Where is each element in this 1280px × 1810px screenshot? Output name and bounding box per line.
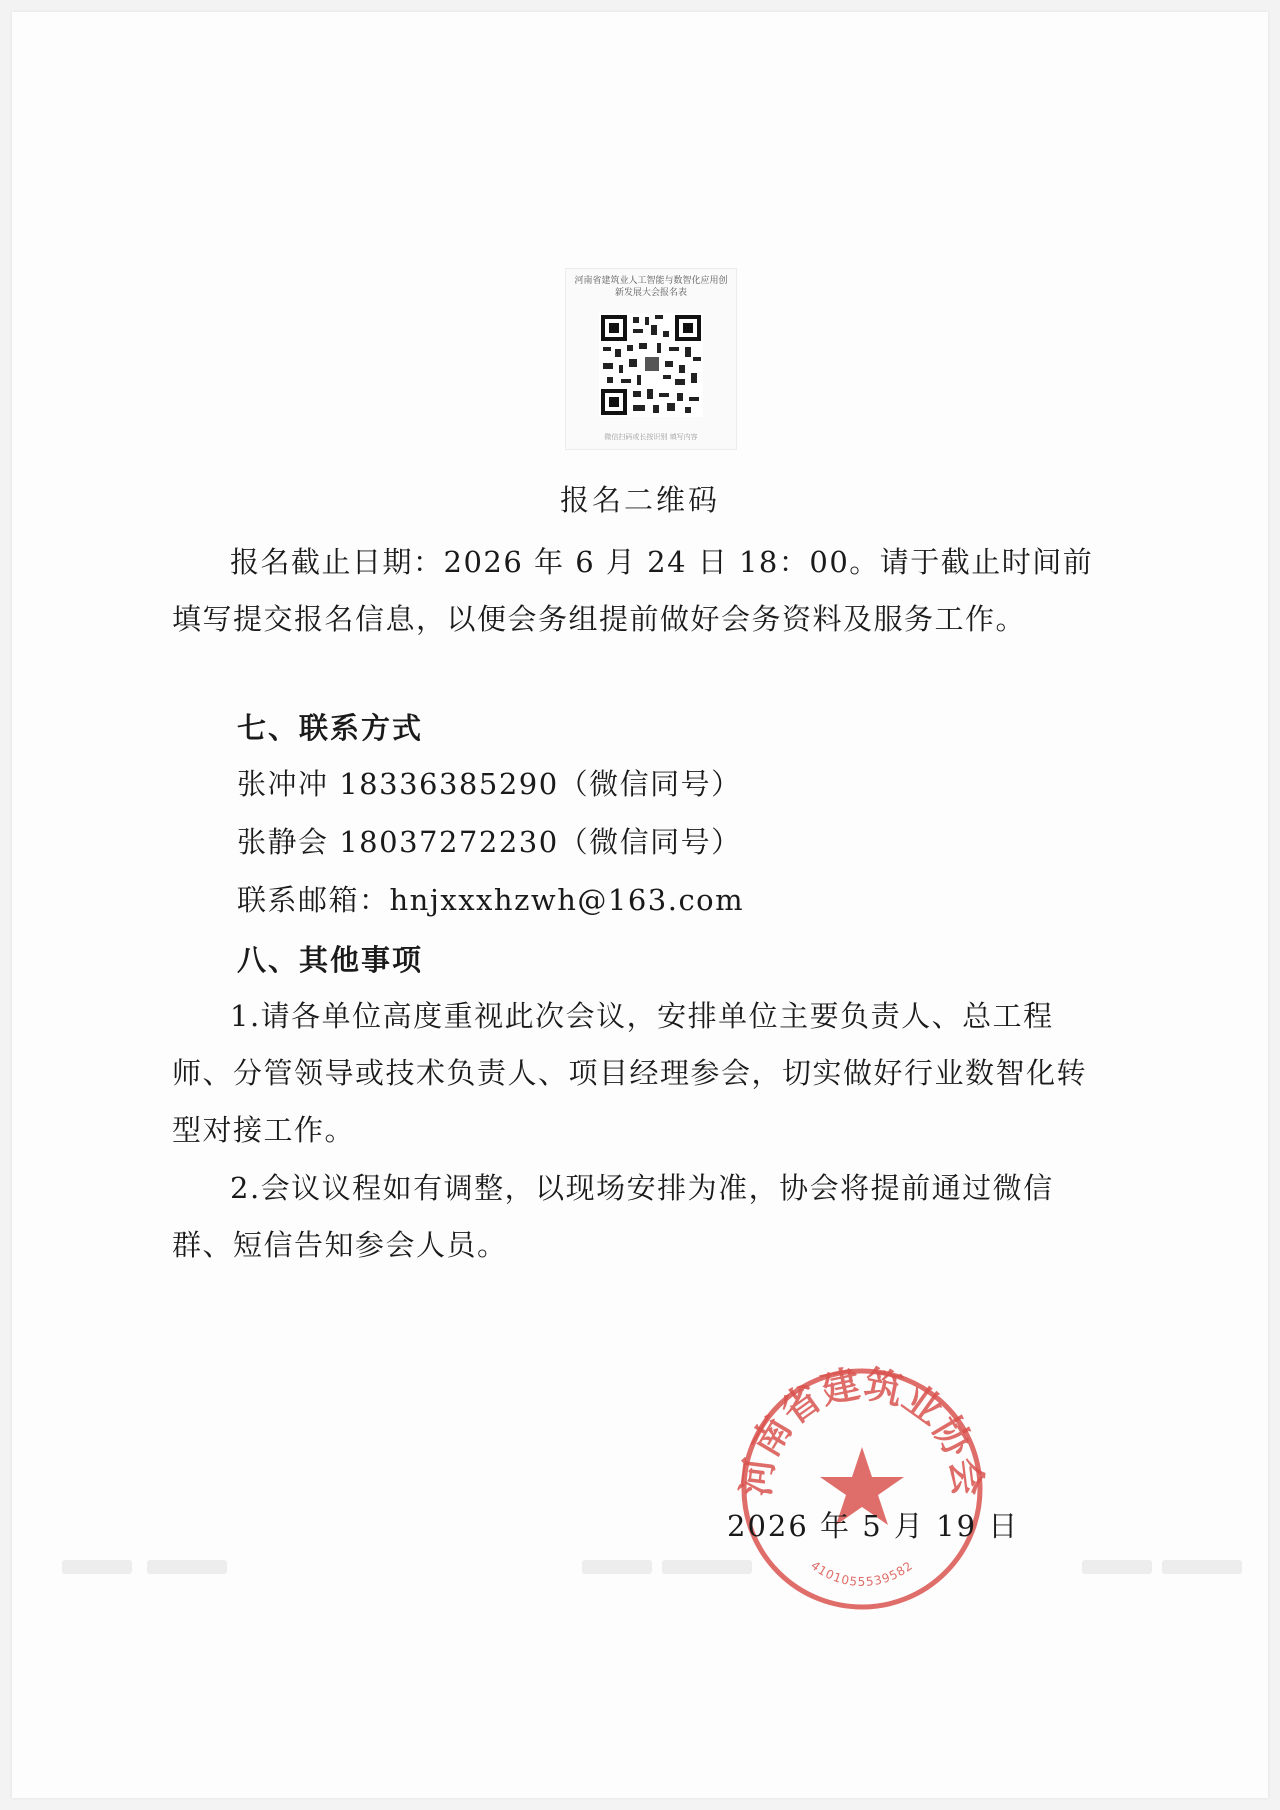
seal-text: 河南省建筑业协会 <box>733 1361 991 1499</box>
qr-title-line2: 新发展大会报名表 <box>614 288 687 298</box>
section-7-heading: 七、联系方式 <box>237 711 424 745</box>
contact-person-2: 张静会 18037272230（微信同号） <box>237 825 742 859</box>
other-item-2: 2.会议议程如有调整，以现场安排为准，协会将提前通过微信群、短信告知参会人员。 <box>172 1171 1054 1262</box>
qr-code-icon <box>599 313 703 417</box>
contact-email[interactable]: 联系邮箱：hnjxxxhzwh@163.com <box>237 883 745 917</box>
section-8-heading: 八、其他事项 <box>237 943 424 977</box>
registration-deadline-paragraph: 报名截止日期：2026 年 6 月 24 日 18：00。请于截止时间前填写提交报名信息，以便会务组提前做好会务资料及服务工作。 <box>172 545 1094 636</box>
qr-title-line1: 河南省建筑业人工智能与数智化应用创 <box>574 276 728 286</box>
scan-mark <box>1082 1560 1152 1574</box>
scan-mark <box>662 1560 752 1574</box>
document-page <box>12 12 1268 1798</box>
signature-date: 2026 年 5 月 19 日 <box>727 1509 1020 1543</box>
scan-mark <box>62 1560 132 1574</box>
scan-mark <box>582 1560 652 1574</box>
qr-code-card[interactable] <box>565 268 737 450</box>
seal-number: 4101055539582 <box>808 1558 916 1589</box>
qr-footer-note: 微信扫码或长按识别 填写内容 <box>604 433 698 441</box>
official-seal <box>732 1359 992 1619</box>
qr-caption: 报名二维码 <box>559 483 720 517</box>
svg-text:4101055539582 <box>808 1558 915 1589</box>
other-item-1: 1.请各单位高度重视此次会议，安排单位主要负责人、总工程师、分管领导或技术负责人、项目经理参会，切实做好行业数智化转型对接工作。 <box>172 999 1088 1147</box>
contact-person-1: 张冲冲 18336385290（微信同号） <box>237 767 742 801</box>
scan-mark <box>1162 1560 1242 1574</box>
scan-mark <box>147 1560 227 1574</box>
